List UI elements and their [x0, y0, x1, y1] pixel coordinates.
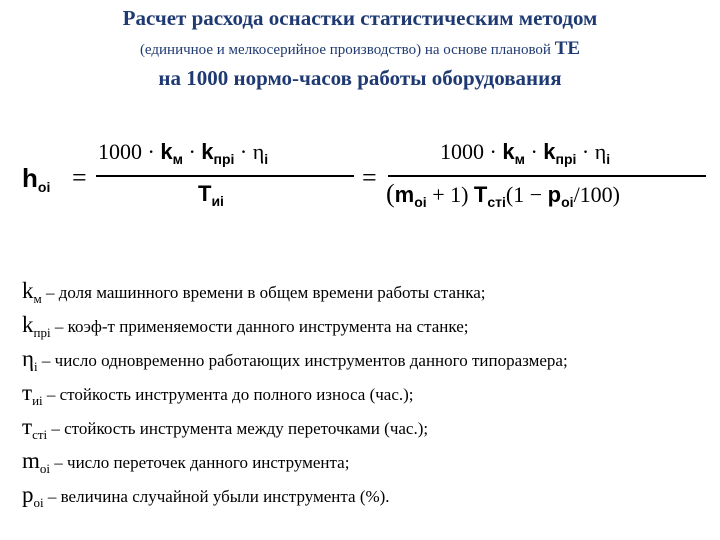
fraction-2-denominator: $(m_{oi} + 1) T_{стi}(1 - p_{oi}/100)$	[386, 179, 621, 210]
definition-t-st: $т_{стi}$ – стойкость инструмента между переточками (час.);	[22, 414, 429, 442]
fraction-2-numerator: $1000 \cdot k_м \cdot k_{прі} \cdot \eta_i$	[440, 139, 611, 167]
fraction-1-denominator: $T_{иi}$	[198, 181, 224, 209]
formula-eq-1: =	[72, 163, 87, 192]
definition-p-oi: $p_{oi}$ – величина случайной убыли инструмента (%).	[22, 482, 390, 510]
title-line-1: Расчет расхода оснастки статистическим методом	[122, 6, 598, 30]
title-line-3: на 1000 нормо-часов работы оборудования	[158, 66, 562, 90]
fraction-1-bar	[96, 175, 354, 177]
title-te: ТЕ	[554, 38, 581, 59]
fraction-1-numerator: $1000 \cdot k_м \cdot k_{прі} \cdot \eta_i$	[98, 139, 269, 167]
title-line-2-text: (единичное и мелкосерийное производство) на основе плановой	[139, 42, 551, 58]
fraction-2-bar	[388, 175, 706, 177]
definition-m-oi: $m_{oi}$ – число переточек данного инструмента;	[22, 448, 350, 476]
formula	[20, 135, 710, 225]
title-line-2	[0, 38, 720, 60]
formula-lhs: hoi	[22, 163, 51, 195]
definition-t-i: $т_{иi}$ – стойкость инструмента до полного износа (час.);	[22, 380, 414, 408]
definition-k-pri: $k_{прі}$ – коэф-т применяемости данного инструмента на станке;	[22, 312, 469, 340]
definition-eta: $\eta_i$ – число одновременно работающих инструментов данного типоразмера;	[22, 346, 568, 374]
formula-eq-2: =	[362, 163, 377, 192]
definition-k-m: $k_м$ – доля машинного времени в общем времени работы станка;	[22, 278, 486, 306]
